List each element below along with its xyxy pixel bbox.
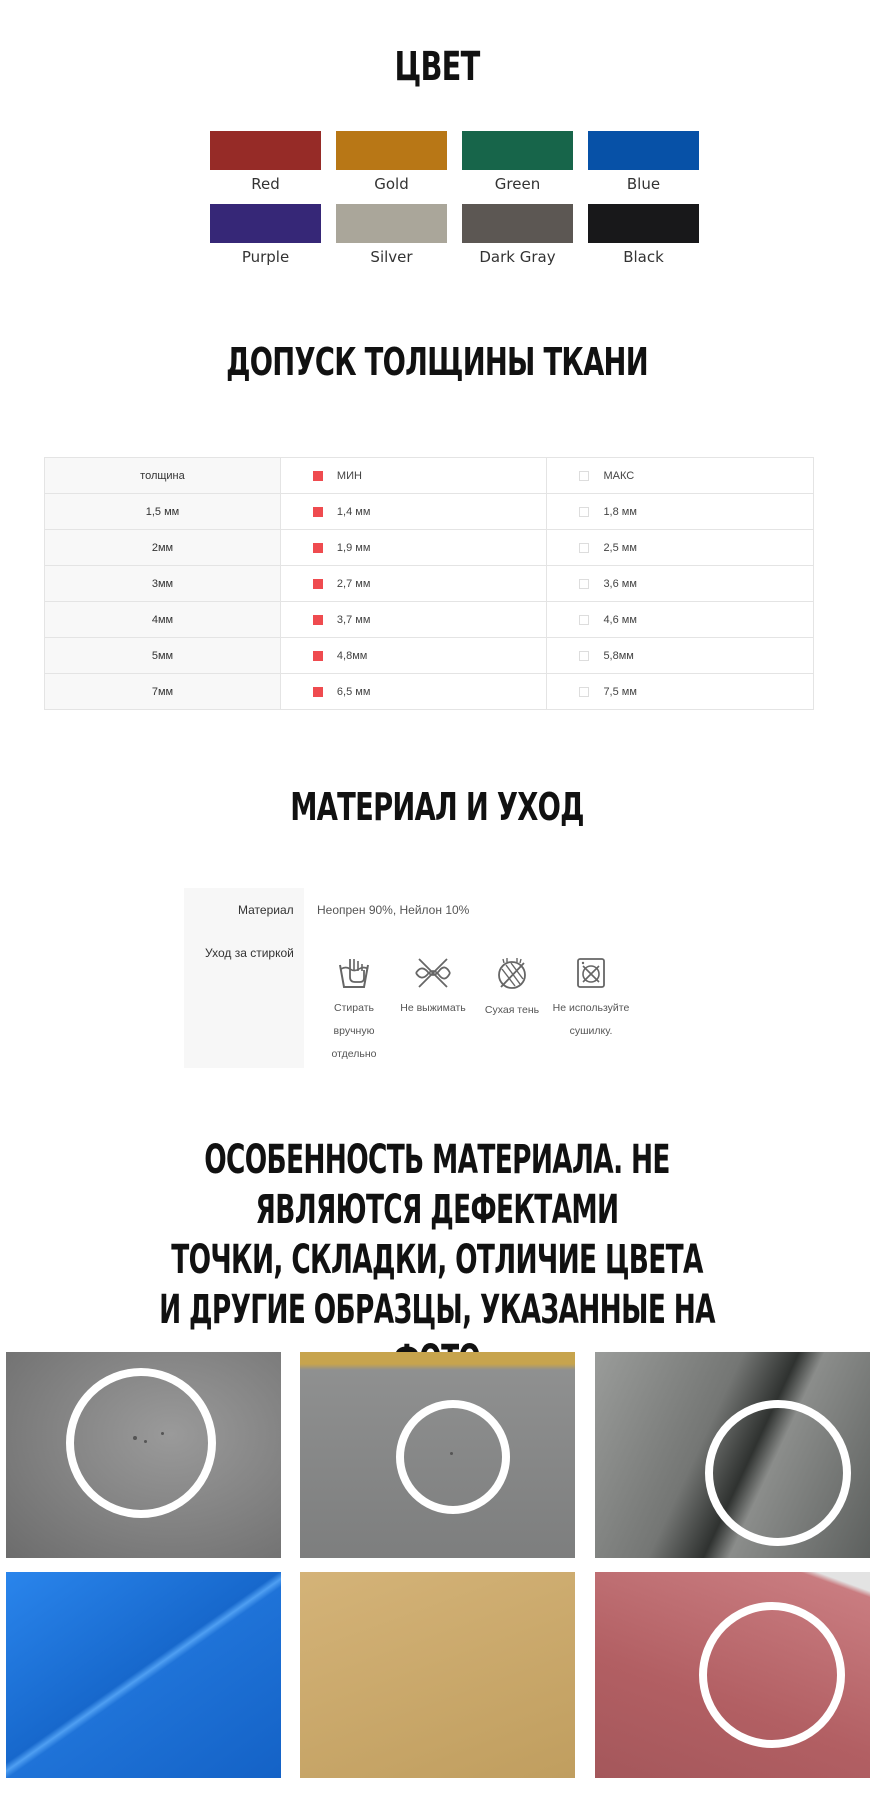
- swatch-label: Purple: [241, 248, 290, 266]
- features-title-line: ТОЧКИ, СКЛАДКИ, ОТЛИЧИЕ ЦВЕТА: [171, 1237, 703, 1283]
- defect-highlight-circle: [699, 1602, 845, 1748]
- max-marker-icon: [579, 543, 589, 553]
- row-min-value: 1,9 мм: [336, 541, 371, 554]
- header-max-label: МАКС: [603, 469, 635, 482]
- table-row: [45, 602, 814, 638]
- header-min-label: МИН: [336, 469, 362, 482]
- no-wring-icon: [413, 955, 453, 991]
- row-max: [547, 674, 814, 710]
- row-max: [547, 530, 814, 566]
- no-tumble-dry-icon: [573, 955, 609, 991]
- table-row: [45, 530, 814, 566]
- swatch-gold: [336, 131, 447, 170]
- defect-highlight-circle: [66, 1368, 216, 1518]
- min-marker-icon: [313, 471, 323, 481]
- material-value: Неопрен 90%, Нейлон 10%: [317, 903, 470, 917]
- table-row: [45, 494, 814, 530]
- row-thickness: 2мм: [45, 530, 281, 566]
- defect-highlight-circle: [705, 1400, 851, 1546]
- swatch-label: Green: [494, 175, 541, 193]
- row-min: [280, 530, 547, 566]
- dry-shade-icon: [493, 955, 531, 993]
- row-min-value: 4,8мм: [336, 649, 368, 662]
- care-caption-line: сушилку.: [569, 1025, 613, 1037]
- row-min-value: 1,4 мм: [336, 505, 371, 518]
- material-section-title: МАТЕРИАЛ И УХОД: [290, 785, 584, 829]
- defect-highlight-circle: [396, 1400, 510, 1514]
- min-marker-icon: [313, 651, 323, 661]
- features-section-title: [149, 1135, 726, 1385]
- swatch-black: [588, 204, 699, 243]
- row-min: [280, 638, 547, 674]
- table-row: [45, 566, 814, 602]
- row-min: [280, 602, 547, 638]
- row-max-value: 3,6 мм: [603, 577, 637, 590]
- row-min: [280, 674, 547, 710]
- care-caption-line: Стирать: [334, 1002, 374, 1014]
- care-caption-line: вручную: [333, 1025, 375, 1037]
- swatch-green: [462, 131, 573, 170]
- row-max-value: 1,8 мм: [603, 505, 637, 518]
- max-marker-icon: [579, 471, 589, 481]
- photo-gold-fabric: [300, 1572, 575, 1778]
- tolerance-section-title: ДОПУСК ТОЛЩИНЫ ТКАНИ: [226, 340, 648, 384]
- defect-dot: [133, 1436, 137, 1440]
- row-min-value: 2,7 мм: [336, 577, 371, 590]
- row-max: [547, 494, 814, 530]
- swatch-purple: [210, 204, 321, 243]
- swatch-label: Dark Gray: [479, 248, 556, 266]
- min-marker-icon: [313, 615, 323, 625]
- table-row: [45, 638, 814, 674]
- min-marker-icon: [313, 579, 323, 589]
- photo-pink-fabric-fold: [595, 1572, 870, 1778]
- swatch-label: Silver: [370, 248, 413, 266]
- care-caption-line: отдельно: [331, 1048, 377, 1060]
- row-max: [547, 638, 814, 674]
- photo-gray-fabric-gold-edge: [300, 1352, 575, 1558]
- hand-wash-icon: [336, 955, 372, 991]
- header-min: [280, 458, 547, 494]
- min-marker-icon: [313, 507, 323, 517]
- care-item-no-tumble-dry: [551, 955, 631, 1043]
- defect-dot: [161, 1432, 164, 1435]
- swatch-red: [210, 131, 321, 170]
- defect-dot: [450, 1452, 453, 1455]
- max-marker-icon: [579, 507, 589, 517]
- care-item-no-wring: [393, 955, 473, 1020]
- row-max: [547, 566, 814, 602]
- row-min: [280, 494, 547, 530]
- header-max: [547, 458, 814, 494]
- photo-blue-fabric: [6, 1572, 281, 1778]
- features-title-line: ОСОБЕННОСТЬ МАТЕРИАЛА. НЕ ЯВЛЯЮТСЯ ДЕФЕКТАМИ: [204, 1137, 670, 1233]
- row-thickness: 1,5 мм: [45, 494, 281, 530]
- care-caption-line: Сухая тень: [484, 1004, 540, 1016]
- care-item-dry-shade: [472, 955, 552, 1022]
- color-section-title: ЦВЕТ: [394, 44, 480, 90]
- swatch-dark-gray: [462, 204, 573, 243]
- row-min-value: 3,7 мм: [336, 613, 371, 626]
- row-min-value: 6,5 мм: [336, 685, 371, 698]
- min-marker-icon: [313, 543, 323, 553]
- thickness-tolerance-table: [44, 457, 814, 710]
- row-thickness: 4мм: [45, 602, 281, 638]
- max-marker-icon: [579, 579, 589, 589]
- max-marker-icon: [579, 651, 589, 661]
- material-label: Материал: [238, 903, 294, 917]
- row-max-value: 2,5 мм: [603, 541, 637, 554]
- row-thickness: 3мм: [45, 566, 281, 602]
- row-max-value: 5,8мм: [603, 649, 634, 662]
- row-max: [547, 602, 814, 638]
- defect-dot: [144, 1440, 147, 1443]
- table-row: [45, 674, 814, 710]
- swatch-label: Black: [623, 248, 664, 266]
- swatch-label: Gold: [374, 175, 409, 193]
- photo-gray-fabric-fold: [595, 1352, 870, 1558]
- care-label: Уход за стиркой: [205, 946, 294, 960]
- max-marker-icon: [579, 687, 589, 697]
- swatch-label: Blue: [626, 175, 661, 193]
- swatch-blue: [588, 131, 699, 170]
- care-caption-line: Не выжимать: [400, 1002, 466, 1014]
- header-thickness: толщина: [45, 458, 281, 494]
- row-thickness: 7мм: [45, 674, 281, 710]
- care-item-hand-wash: [314, 955, 394, 1066]
- swatch-label: Red: [251, 175, 280, 193]
- photo-gray-fabric-dots: [6, 1352, 281, 1558]
- min-marker-icon: [313, 687, 323, 697]
- care-caption-line: Не используйте: [552, 1002, 630, 1014]
- row-max-value: 7,5 мм: [603, 685, 637, 698]
- row-max-value: 4,6 мм: [603, 613, 637, 626]
- features-title-line: И ДРУГИЕ ОБРАЗЦЫ, УКАЗАННЫЕ НА: [159, 1287, 715, 1333]
- max-marker-icon: [579, 615, 589, 625]
- swatch-silver: [336, 204, 447, 243]
- row-thickness: 5мм: [45, 638, 281, 674]
- row-min: [280, 566, 547, 602]
- table-header-row: [45, 458, 814, 494]
